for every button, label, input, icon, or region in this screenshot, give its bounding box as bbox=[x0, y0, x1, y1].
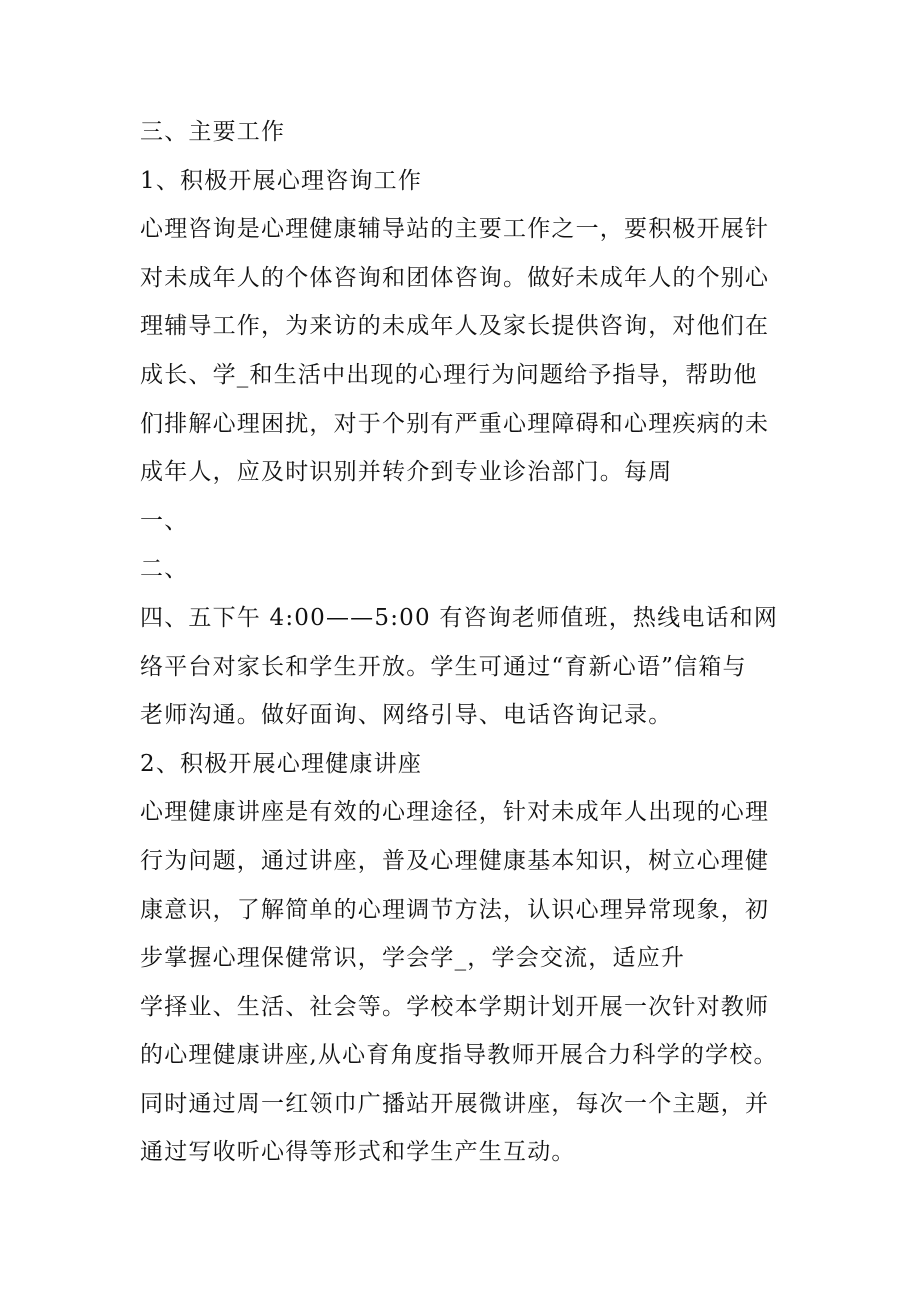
subsection-heading: 2、积极开展心理健康讲座 bbox=[140, 750, 423, 777]
paragraph-line: 康意识，了解简单的心理调节方法，认识心理异常现象，初 bbox=[140, 896, 770, 923]
paragraph-line: 心理咨询是心理健康辅导站的主要工作之一，要积极开展针 bbox=[140, 216, 770, 243]
section-heading: 三、主要工作 bbox=[140, 119, 286, 145]
list-marker-line: 一、 bbox=[140, 507, 189, 534]
paragraph-line: 成长、学_和生活中出现的心理行为问题给予指导，帮助他 bbox=[140, 361, 758, 388]
paragraph-line: 步掌握心理保健常识，学会学_，学会交流，适应升 bbox=[140, 945, 686, 972]
list-marker-line: 二、 bbox=[140, 556, 189, 583]
document-body bbox=[140, 108, 790, 1177]
paragraph-line: 通过写收听心得等形式和学生产生互动。 bbox=[140, 1139, 576, 1166]
paragraph-line: 心理健康讲座是有效的心理途径，针对未成年人出现的心理 bbox=[140, 799, 770, 826]
paragraph-line: 理辅导工作，为来访的未成年人及家长提供咨询，对他们在 bbox=[140, 313, 770, 340]
paragraph-line: 行为问题，通过讲座，普及心理健康基本知识，树立心理健 bbox=[140, 847, 770, 874]
paragraph-line: 四、五下午 4:00——5:00 有咨询老师值班，热线电话和网 bbox=[140, 604, 779, 631]
paragraph-line: 同时通过周一红领巾广播站开展微讲座，每次一个主题，并 bbox=[140, 1090, 770, 1117]
subsection-heading: 1、积极开展心理咨询工作 bbox=[140, 167, 423, 194]
paragraph-line: 老师沟通。做好面询、网络引导、电话咨询记录。 bbox=[140, 702, 673, 729]
paragraph-line: 学择业、生活、社会等。学校本学期计划开展一次针对教师 bbox=[140, 993, 770, 1020]
paragraph-line: 们排解心理困扰，对于个别有严重心理障碍和心理疾病的未 bbox=[140, 410, 770, 437]
paragraph-line: 的心理健康讲座,从心育角度指导教师开展合力科学的学校。 bbox=[140, 1042, 778, 1069]
paragraph-line: 成年人，应及时识别并转介到专业诊治部门。每周 bbox=[140, 459, 673, 486]
paragraph-line: 络平台对家长和学生开放。学生可通过“育新心语”信箱与 bbox=[140, 653, 747, 680]
paragraph-line: 对未成年人的个体咨询和团体咨询。做好未成年人的个别心 bbox=[140, 264, 770, 291]
